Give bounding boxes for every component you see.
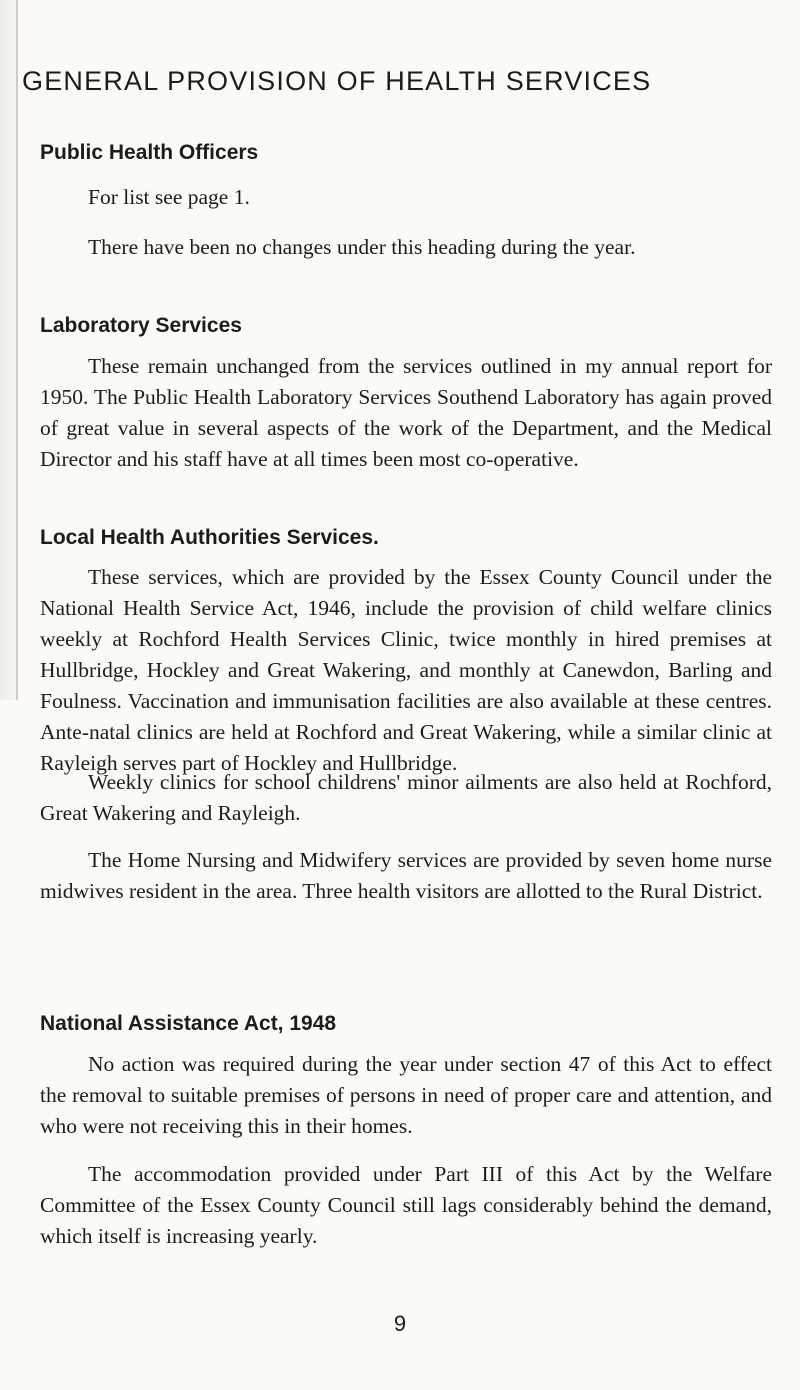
paragraph: Weekly clinics for school childrens' minor ailments are also held at Rochford, Great Wakering and Rayleigh. [40,770,772,825]
paragraph: There have been no changes under this heading during the year. [88,235,636,259]
paragraph: For list see page 1. [88,185,250,209]
heading-local-health-authorities-services: Local Health Authorities Services. [40,526,379,549]
paragraph: No action was required during the year under section 47 of this Act to effect the removal to suitable premises of persons in need of proper care and attention, and who were not receiving this in their homes. [40,1052,772,1138]
binding-edge [0,0,18,700]
heading-laboratory-services: Laboratory Services [40,314,242,337]
heading-national-assistance-act: National Assistance Act, 1948 [40,1012,337,1035]
paragraph: These remain unchanged from the services outlined in my annual report for 1950. The Public Health Laboratory Services Southend Laboratory has again proved of great value in several aspects of the work of the Department, and the Medical Director and his staff have at all times been most co-operative. [40,354,772,471]
page-title: GENERAL PROVISION OF HEALTH SERVICES [22,66,652,96]
paragraph: These services, which are provided by the Essex County Council under the National Health Service Act, 1946, include the provision of child welfare clinics weekly at Rochford Health Services Clinic, twice monthly in hired premises at Hullbridge, Hockley and Great Wakering, and monthly at Canewdon, Barling and Foulness. Vaccination and immunisation facilities are also available at these centres. Ante-natal clinics are held at Rochford and Great Wakering, while a similar clinic at Rayleigh serves part of Hockley and Hullbridge. [40,565,772,775]
paragraph: The accommodation provided under Part III of this Act by the Welfare Committee of the Essex County Council still lags considerably behind the demand, which itself is increasing yearly. [40,1162,772,1248]
page-number: 9 [393,1311,407,1336]
heading-public-health-officers: Public Health Officers [40,141,259,164]
paragraph: The Home Nursing and Midwifery services are provided by seven home nurse midwives resident in the area. Three health visitors are allotted to the Rural District. [40,848,772,903]
